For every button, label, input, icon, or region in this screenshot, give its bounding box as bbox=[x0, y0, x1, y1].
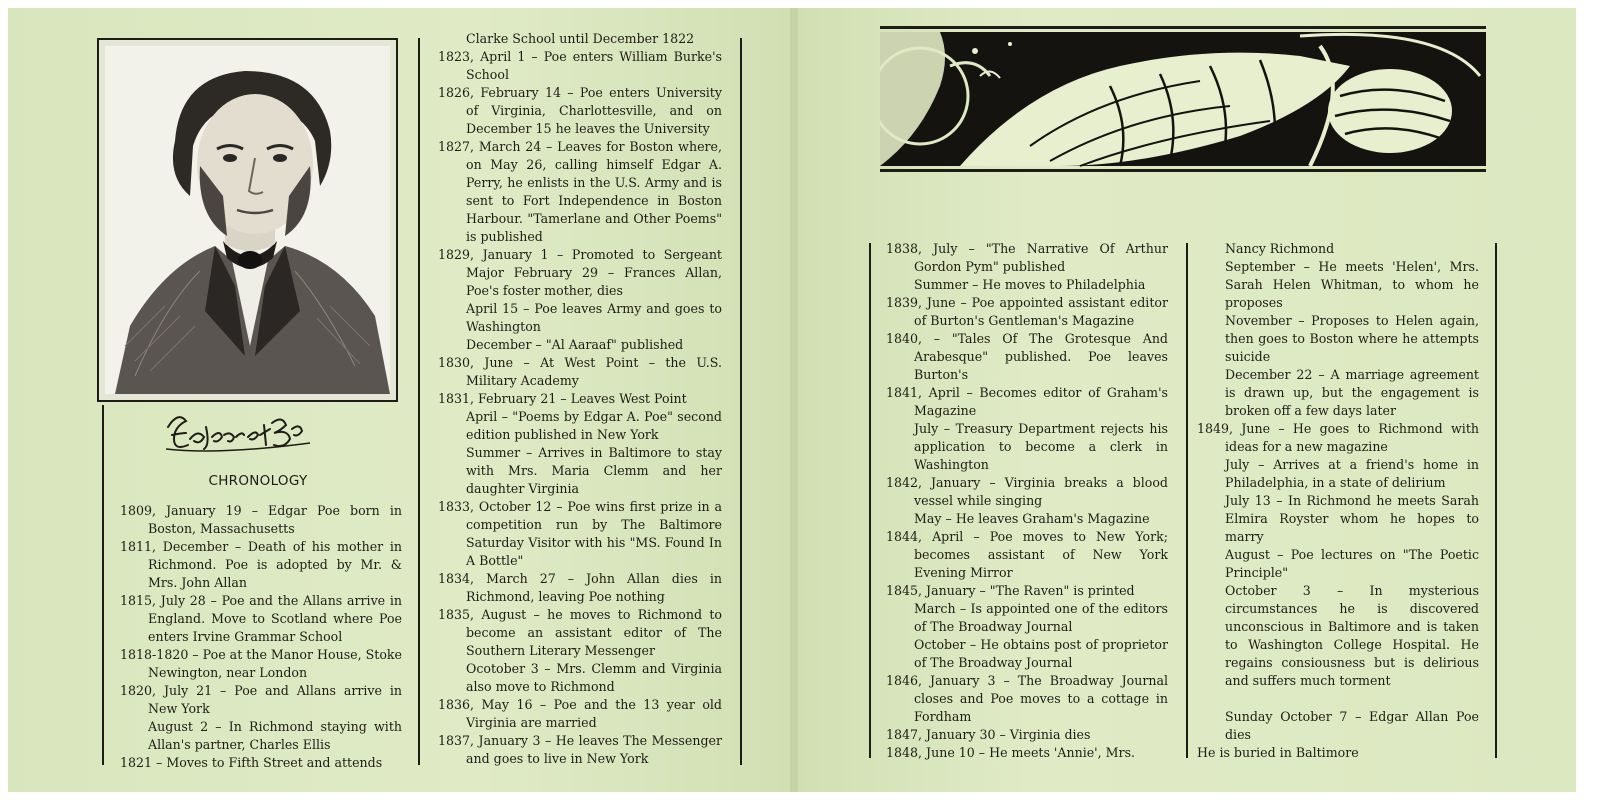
column-rule bbox=[740, 38, 742, 765]
chronology-entry: Ocotober 3 – Mrs. Clemm and Virginia also move to Richmond bbox=[466, 661, 722, 694]
chronology-entry: 1841, April – Becomes editor of Graham's Magazine bbox=[886, 385, 1168, 418]
chronology-entry: December – "Al Aaraaf" published bbox=[466, 337, 684, 352]
signature-image bbox=[160, 405, 320, 461]
chronology-entry: 1844, April – Poe moves to New York; becomes assistant of New York Evening Mirror bbox=[886, 529, 1168, 580]
chronology-entry: 1833, October 12 – Poe wins first prize in a competition run by The Baltimore Saturday Visitor with his "MS. Found In A Bottle" bbox=[438, 499, 722, 568]
chronology-entry: 1830, June – At West Point – the U.S. Military Academy bbox=[438, 355, 722, 388]
chronology-entry: 1820, July 21 – Poe and Allans arrive in New York bbox=[120, 683, 402, 716]
chronology-entry: September – He meets 'Helen', Mrs. Sarah Helen Whitman, to whom he proposes bbox=[1225, 259, 1479, 310]
chronology-entry: 1815, July 28 – Poe and the Allans arrive in England. Move to Scotland where Poe enters Irvine Grammar School bbox=[120, 593, 402, 644]
chronology-entry: November – Proposes to Helen again, then goes to Boston where he attempts suicide bbox=[1225, 313, 1479, 364]
chronology-heading: CHRONOLOGY bbox=[208, 473, 308, 489]
chronology-entry: March – Is appointed one of the editors of The Broadway Journal bbox=[914, 601, 1168, 634]
chronology-entry: December 22 – A marriage agreement is drawn up, but the engagement is broken off a few days later bbox=[1225, 367, 1479, 418]
chronology-entry: 1809, January 19 – Edgar Poe born in Boston, Massachusetts bbox=[120, 503, 402, 536]
chronology-entry: 1849, June – He goes to Richmond with ideas for a new magazine bbox=[1197, 421, 1479, 454]
chronology-entry: 1827, March 24 – Leaves for Boston where, on May 26, calling himself Edgar A. Perry, he enlists in the U.S. Army and is sent to Fort Independence in Boston Harbour. "Tamerlane and Other Poems" is published bbox=[438, 139, 722, 244]
chronology-entry: July – Treasury Department rejects his application to become a clerk in Washington bbox=[914, 421, 1168, 472]
chronology-entry: 1847, January 30 – Virginia dies bbox=[886, 727, 1091, 742]
chronology-entry: Clarke School until December 1822 bbox=[466, 31, 695, 46]
chronology-entry: 1818-1820 – Poe at the Manor House, Stoke Newington, near London bbox=[120, 647, 402, 680]
column-rule bbox=[869, 243, 871, 758]
chronology-entry: 1836, May 16 – Poe and the 13 year old Virginia are married bbox=[438, 697, 722, 730]
chronology-entry: 1823, April 1 – Poe enters William Burke's School bbox=[438, 49, 722, 82]
chronology-entry: July – Arrives at a friend's home in Philadelphia, in a state of delirium bbox=[1225, 457, 1479, 490]
chronology-entry: 1845, January – "The Raven" is printed bbox=[886, 583, 1135, 598]
chronology-column-2 bbox=[438, 30, 722, 768]
column-rule bbox=[1186, 243, 1188, 758]
chronology-entry: 1842, January – Virginia breaks a blood vessel while singing bbox=[886, 475, 1168, 508]
chronology-entry: Nancy Richmond bbox=[1225, 241, 1335, 256]
chronology-entry: August – Poe lectures on "The Poetic Principle" bbox=[1225, 547, 1479, 580]
book-gutter bbox=[790, 8, 798, 792]
chronology-entry: 1826, February 14 – Poe enters University of Virginia, Charlottesville, and on December 15 he leaves the University bbox=[438, 85, 722, 136]
chronology-entry: 1829, January 1 – Promoted to Sergeant Major February 29 – Frances Allan, Poe's foster mother, dies bbox=[438, 247, 722, 298]
chronology-entry: 1840, – "Tales Of The Grotesque And Arabesque" published. Poe leaves Burton's bbox=[886, 331, 1168, 382]
chronology-entry: July 13 – In Richmond he meets Sarah Elmira Royster whom he hopes to marry bbox=[1225, 493, 1479, 544]
chronology-entry: 1838, July – "The Narrative Of Arthur Gordon Pym" published bbox=[886, 241, 1168, 274]
chronology-entry: May – He leaves Graham's Magazine bbox=[914, 511, 1150, 526]
portrait-image bbox=[105, 46, 390, 394]
chronology-entry: He is buried in Baltimore bbox=[1197, 745, 1359, 760]
chronology-entry: 1811, December – Death of his mother in Richmond. Poe is adopted by Mr. & Mrs. John Allan bbox=[120, 539, 402, 590]
chronology-entry: 1834, March 27 – John Allan dies in Richmond, leaving Poe nothing bbox=[438, 571, 722, 604]
chronology-column-4 bbox=[1197, 240, 1479, 762]
poe-portrait-illustration bbox=[105, 46, 390, 394]
chronology-entry: Summer – Arrives in Baltimore to stay with Mrs. Maria Clemm and her daughter Virginia bbox=[466, 445, 722, 496]
chronology-entry: 1839, June – Poe appointed assistant editor of Burton's Gentleman's Magazine bbox=[886, 295, 1168, 328]
column-rule bbox=[1495, 243, 1497, 758]
chronology-entry: 1835, August – he moves to Richmond to become an assistant editor of The Southern Literary Messenger bbox=[438, 607, 722, 658]
chronology-entry: 1837, January 3 – He leaves The Messenger and goes to live in New York bbox=[438, 733, 722, 766]
chronology-entry: April 15 – Poe leaves Army and goes to Washington bbox=[466, 301, 722, 334]
chronology-entry: April – "Poems by Edgar A. Poe" second edition published in New York bbox=[466, 409, 722, 442]
chronology-entry: 1848, June 10 – He meets 'Annie', Mrs. bbox=[886, 745, 1136, 760]
chronology-entry: 1831, February 21 – Leaves West Point bbox=[438, 391, 687, 406]
portrait-frame bbox=[97, 38, 398, 402]
chronology-entry: Summer – He moves to Philadelphia bbox=[914, 277, 1146, 292]
chronology-entry: Sunday October 7 – Edgar Allan Poe dies bbox=[1225, 709, 1479, 742]
column-rule bbox=[102, 405, 104, 765]
chronology-entry: August 2 – In Richmond staying with Allan's partner, Charles Ellis bbox=[148, 719, 402, 752]
column-rule bbox=[418, 38, 420, 765]
chronology-entry: 1846, January 3 – The Broadway Journal closes and Poe moves to a cottage in Fordham bbox=[886, 673, 1168, 724]
banner-illustration bbox=[880, 26, 1486, 172]
chronology-column-1 bbox=[120, 502, 402, 772]
chronology-entry: October – He obtains post of proprietor of The Broadway Journal bbox=[914, 637, 1168, 670]
chronology-entry: October 3 – In mysterious circumstances he is discovered unconscious in Baltimore and is taken to Washington College Hospital. He regains consiousness but is delirious and suffers much torment bbox=[1225, 583, 1479, 688]
chronology-entry: 1821 – Moves to Fifth Street and attends bbox=[120, 755, 383, 770]
chronology-column-3 bbox=[886, 240, 1168, 762]
